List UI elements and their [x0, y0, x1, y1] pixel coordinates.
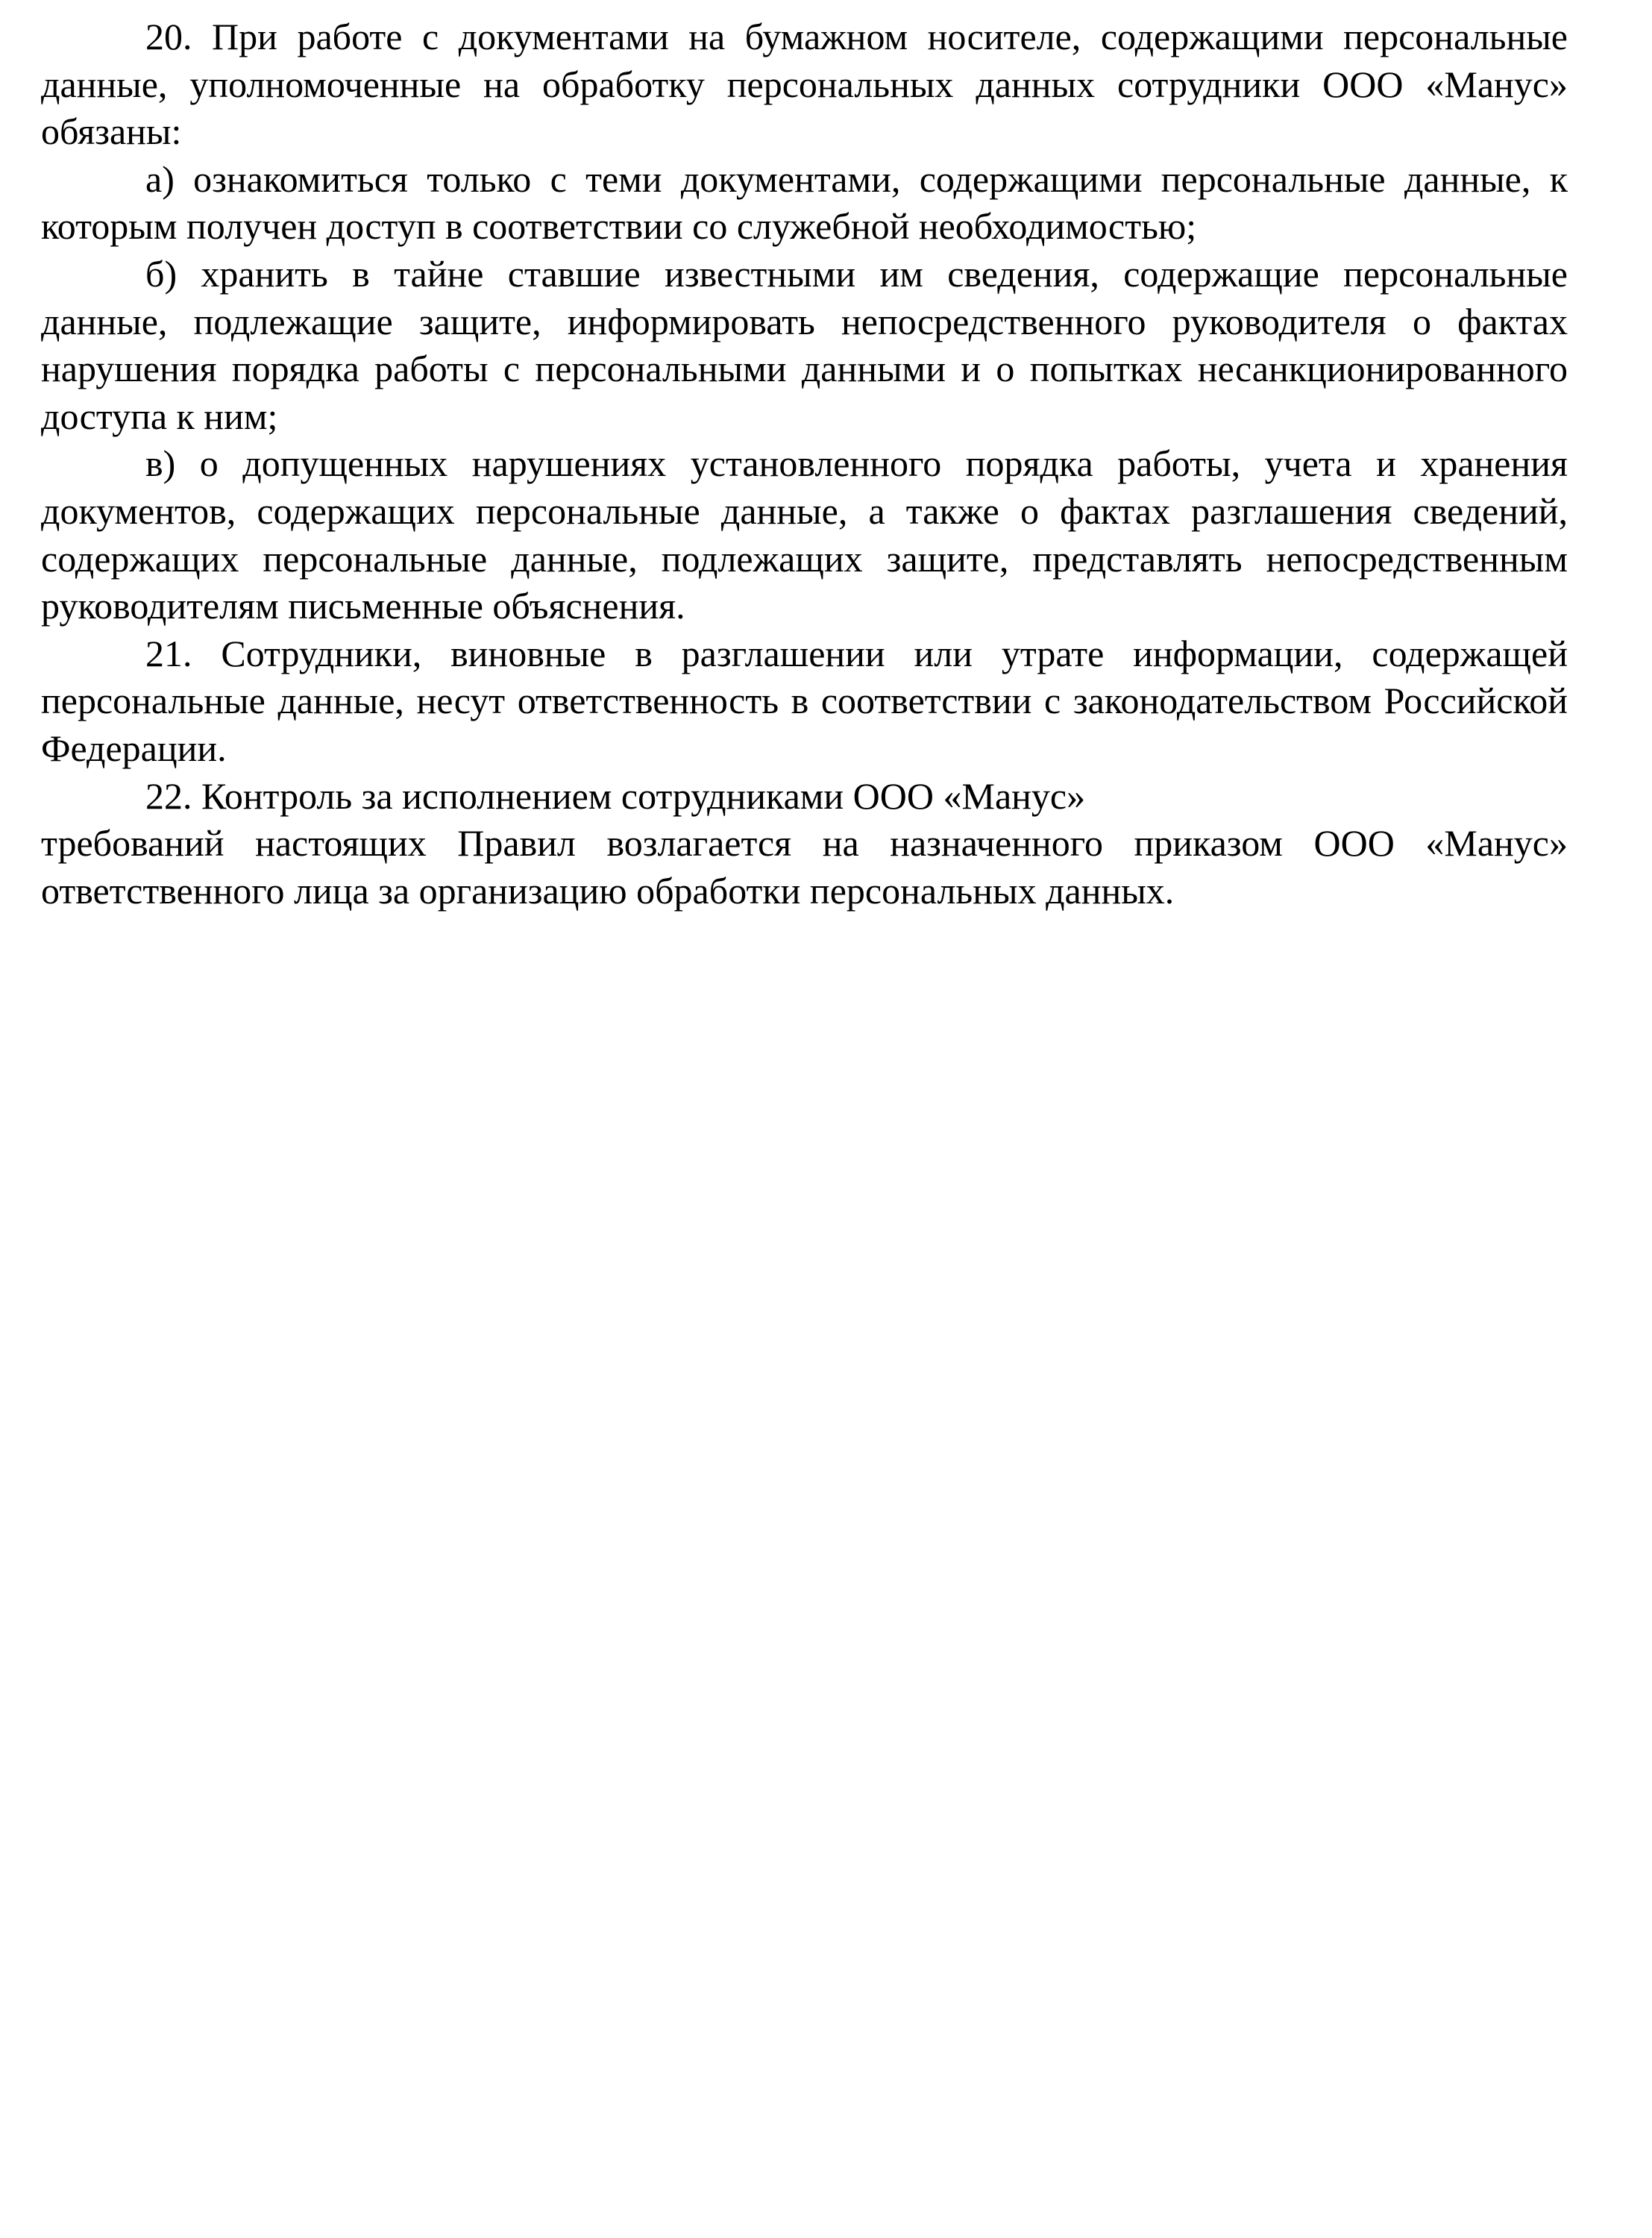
paragraph-20-item-b: б) хранить в тайне ставшие известными им сведения, содержащие персональные данные, подлежащие защите, информировать непосредственного руководителя о фактах нарушения порядка работы с персональными данными и о попытках несанкционированного доступа к ним; — [41, 252, 1568, 437]
paragraph-21: 21. Сотрудники, виновные в разглашении или утрате информации, содержащей персональные данные, несут ответственность в соответствии с законодательством Российской Федерации. — [41, 632, 1568, 769]
document-page — [41, 13, 1568, 915]
paragraph-20-item-v: в) о допущенных нарушениях установленного порядка работы, учета и хранения документов, содержащих персональные данные, а также о фактах разглашения сведений, содержащих персональные данные, подлежащих защите, представлять непосредственным руководителям письменные объяснения. — [41, 442, 1568, 627]
paragraph-22-continuation: требований настоящих Правил возлагается на назначенного приказом ООО «Манус» ответственного лица за организацию обработки персональных данных. — [41, 822, 1568, 912]
paragraph-22 — [41, 773, 1568, 915]
paragraph-22-first-line: 22. Контроль за исполнением сотрудниками ООО «Манус» — [145, 774, 1086, 817]
paragraph-20-item-a: а) ознакомиться только с теми документами, содержащими персональные данные, к которым получен доступ в соответствии со служебной необходимостью; — [41, 157, 1568, 248]
paragraph-20: 20. При работе с документами на бумажном носителе, содержащими персональные данные, уполномоченные на обработку персональных данных сотрудники ООО «Манус» обязаны: — [41, 16, 1568, 153]
